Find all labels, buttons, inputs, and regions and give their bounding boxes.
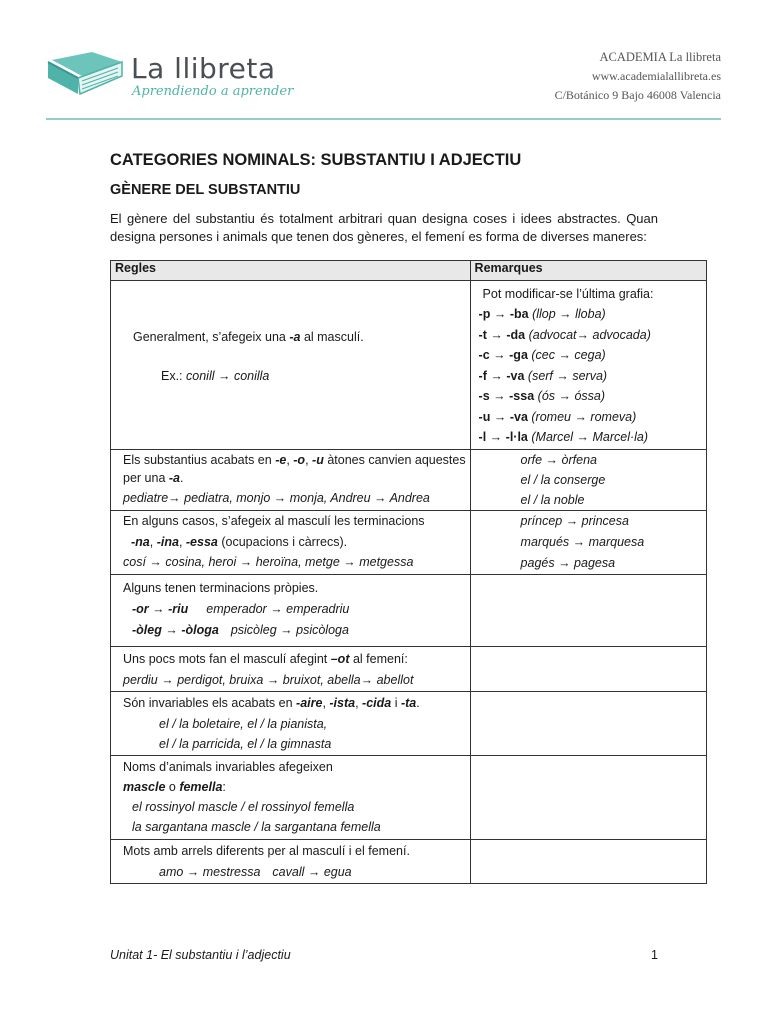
rule-example: el / la boletaire, el / la pianista,: [159, 716, 328, 731]
rule-line: -or → -riu emperador → emperadriu: [132, 602, 350, 616]
rule-line: Alguns tenen terminacions pròpies.: [123, 581, 319, 595]
spelling-change-item: -s → -ssa (ós → óssa): [478, 389, 606, 403]
gender-rules-table: [110, 260, 707, 884]
academy-website: www.academialallibreta.es: [591, 69, 721, 83]
spelling-change-item: -f → -va (serf → serva): [478, 368, 608, 383]
rule-example: amo → mestressa cavall → egua: [159, 864, 352, 879]
remark-line: el / la conserge: [520, 473, 606, 487]
academy-name: ACADEMIA La llibreta: [599, 50, 721, 64]
table-row: [111, 756, 707, 840]
remark-line: el / la noble: [520, 493, 585, 507]
remark-line: marqués → marquesa: [520, 535, 645, 549]
brand-tagline: Aprendiendo a aprender: [132, 84, 294, 99]
rule-text: Generalment, s’afegeix una -a al masculí.: [133, 330, 364, 344]
remarks-cell: [470, 450, 706, 511]
rule-line: Mots amb arrels diferents per al masculí i el femení.: [123, 844, 410, 858]
rule-cell: [111, 450, 471, 511]
rule-line: -òleg → -òloga psicòleg → psicòloga: [132, 623, 349, 637]
rule-line: per una -a.: [123, 470, 184, 485]
rule-cell: [111, 511, 471, 575]
rule-line: Són invariables els acabats en -aire, -ista, -cida i -ta.: [123, 696, 420, 710]
brand-name: La llibreta: [131, 52, 276, 85]
remarks-cell: [470, 575, 706, 647]
rule-line: mascle o femella:: [123, 780, 226, 794]
rule-cell: [111, 647, 471, 692]
table-row: [111, 575, 707, 647]
rule-line: -na, -ina, -essa (ocupacions i càrrecs).: [131, 534, 348, 549]
rule-cell: [111, 575, 471, 647]
section-title: GÈNERE DEL SUBSTANTIU: [110, 182, 301, 198]
spelling-change-item: -c → -ga (cec → cega): [478, 348, 606, 362]
table-row: [111, 647, 707, 692]
table-row: [111, 511, 707, 575]
table-row: [111, 692, 707, 756]
academy-address: [555, 48, 721, 105]
rule-cell: [111, 281, 471, 450]
rule-line: Noms d’animals invariables afegeixen: [123, 760, 333, 774]
remarks-cell: [470, 756, 706, 840]
table-row: [111, 450, 707, 511]
intro-paragraph: El gènere del substantiu és totalment arbitrari quan designa coses i idees abstractes. Quan designa persones i animals que tenen dos gèneres, el femení es forma de diverses maneres:: [110, 211, 658, 244]
spelling-change-item: -l → -l·la (Marcel → Marcel·la): [478, 430, 649, 444]
spelling-change-item: -t → -da (advocat→ advocada): [478, 327, 651, 342]
rule-example: pediatre→ pediatra, monjo → monja, Andreu → Andrea: [123, 491, 430, 505]
rule-example: cosí → cosina, heroi → heroïna, metge → metgessa: [123, 555, 414, 569]
rule-example: el rossinyol mascle / el rossinyol femella: [132, 800, 355, 814]
table-header-row: [111, 261, 707, 281]
page-number: 1: [651, 948, 658, 962]
rule-cell: [111, 756, 471, 840]
header-divider: [46, 118, 721, 120]
column-header-rules: Regles: [111, 261, 471, 281]
remarks-cell: [470, 840, 706, 884]
column-header-remarks: Remarques: [470, 261, 706, 281]
remarks-cell: [470, 281, 706, 450]
rule-cell: [111, 840, 471, 884]
rule-line: Uns pocs mots fan el masculí afegint –ot al femení:: [123, 652, 408, 666]
book-icon: [44, 48, 126, 100]
page-header: [0, 0, 768, 124]
footer-text: Unitat 1- El substantiu i l’adjectiu: [110, 948, 291, 962]
remark-line: príncep → princesa: [520, 514, 629, 528]
table-row: [111, 840, 707, 884]
table-row: [111, 281, 707, 450]
rule-example: la sargantana mascle / la sargantana femella: [132, 820, 381, 834]
spelling-changes-list: [471, 303, 706, 448]
remark-line: pagés → pagesa: [520, 556, 616, 570]
page-title: CATEGORIES NOMINALS: SUBSTANTIU I ADJECTIU: [110, 151, 522, 169]
spelling-change-item: -p → -ba (llop → lloba): [478, 307, 606, 321]
rule-cell: [111, 692, 471, 756]
remark-line: orfe → òrfena: [520, 453, 597, 467]
rule-line: Els substantius acabats en -e, -o, -u àtones canvien aquestes: [123, 453, 466, 467]
remarks-cell: [470, 692, 706, 756]
rule-example: el / la parricida, el / la gimnasta: [159, 737, 332, 751]
rule-example: perdiu → perdigot, bruixa → bruixot, abella→ abellot: [123, 672, 414, 687]
rule-line: En alguns casos, s’afegeix al masculí les terminacions: [123, 514, 425, 528]
spelling-change-item: -u → -va (romeu → romeva): [478, 409, 637, 424]
academy-street: C/Botánico 9 Bajo 46008 Valencia: [554, 88, 721, 102]
rule-example: Ex.: conill → conilla: [161, 369, 270, 383]
remarks-cell: [470, 647, 706, 692]
remarks-cell: [470, 511, 706, 575]
remarks-intro: Pot modificar-se l’última grafia:: [482, 287, 654, 301]
